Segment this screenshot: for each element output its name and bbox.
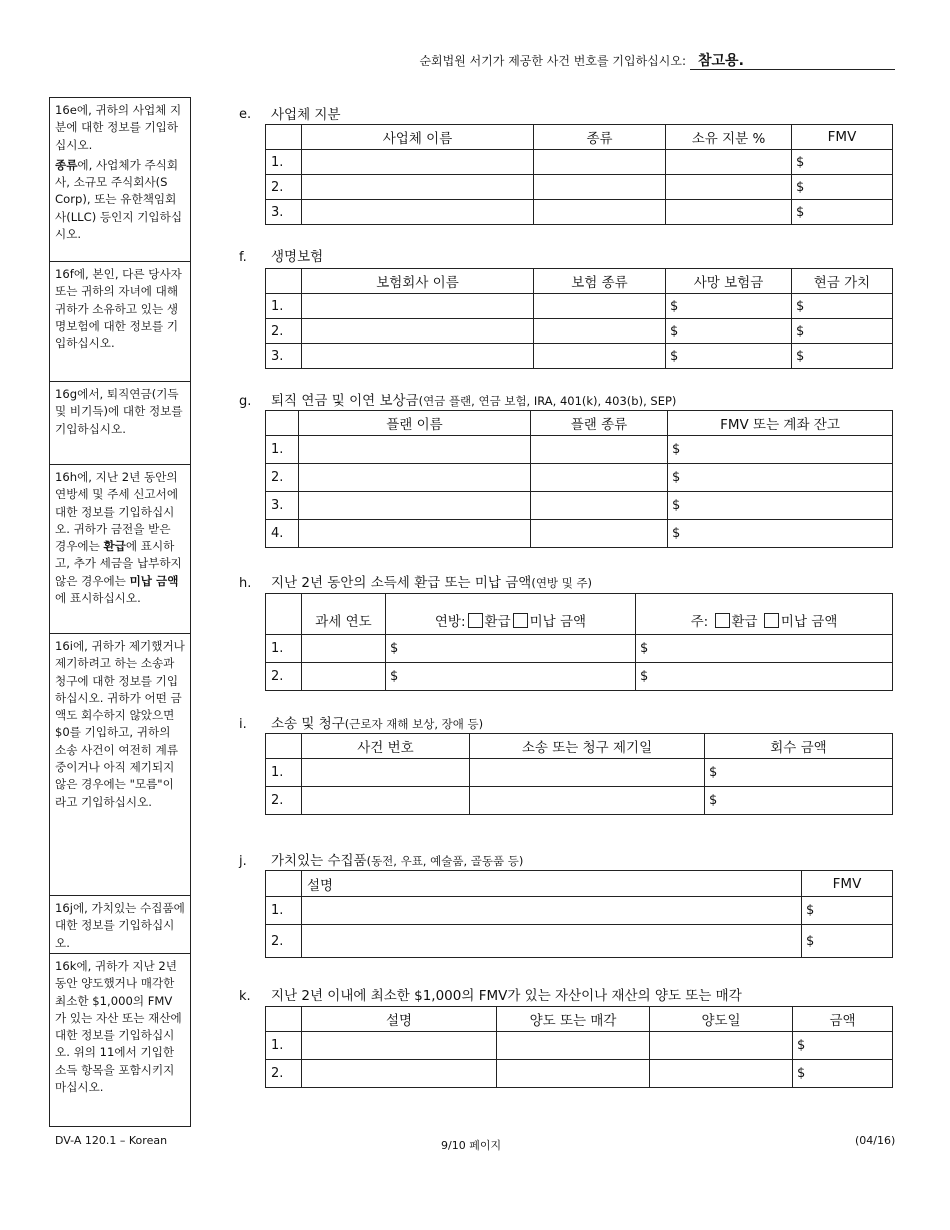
- col-header: 회수 금액: [705, 734, 893, 759]
- section-h-title: [271, 571, 592, 591]
- item-ref: 16h: [55, 470, 78, 484]
- section-subtitle: (동전, 우표, 예술품, 골동품 등): [366, 854, 524, 868]
- instruction-16f: [50, 262, 190, 382]
- table-row: [266, 436, 893, 464]
- federal-header: [386, 594, 636, 635]
- plan-type-input[interactable]: [531, 492, 668, 520]
- lawsuits-table: [265, 733, 893, 815]
- corner-cell: [266, 734, 302, 759]
- table-row: [266, 464, 893, 492]
- section-i-letter: i.: [239, 717, 247, 732]
- instruction-text: 에, 귀하의 사업체 지분에 대한 정보를 기입하십시오.: [55, 103, 182, 152]
- section-subtitle: (근로자 재해 보상, 장애 등): [344, 717, 484, 731]
- instruction-16k: [50, 954, 190, 1126]
- state-header: [636, 594, 893, 635]
- case-number-field[interactable]: 참고용.: [690, 53, 895, 70]
- plan-type-input[interactable]: [531, 520, 668, 548]
- section-f-letter: f.: [239, 250, 247, 265]
- retirement-table: [265, 410, 893, 548]
- section-g-title: [271, 389, 676, 409]
- balance-input[interactable]: $: [668, 464, 893, 492]
- tax-year-input[interactable]: [302, 635, 386, 663]
- insurer-name-input[interactable]: [302, 294, 534, 319]
- row-number: 2.: [266, 319, 302, 344]
- col-header: 양도일: [650, 1007, 793, 1032]
- section-title-text: 퇴직 연금 및 이연 보상금: [271, 393, 419, 409]
- col-header: 보험 종류: [534, 269, 666, 294]
- item-ref: 16f: [55, 267, 74, 281]
- fmv-input[interactable]: $: [792, 175, 893, 200]
- instruction-text: 에, 귀하가 지난 2년 동안 양도했거나 매각한 최소한 $1,000의 FMV 가 있는 자산 또는 재산에 대한 정보를 기입하십시오. 위의 11에서 기입한 소득 항목을 포함시키지 마십시오.: [55, 959, 182, 1095]
- state-amount-input[interactable]: $: [636, 663, 893, 691]
- transfers-table: [265, 1006, 893, 1088]
- section-j-letter: j.: [239, 854, 247, 869]
- case-number-line: [0, 52, 895, 70]
- corner-cell: [266, 594, 302, 635]
- table-row: [266, 1060, 893, 1088]
- row-number: 2.: [266, 787, 302, 815]
- col-header: 현금 가치: [792, 269, 893, 294]
- row-number: 2.: [266, 925, 302, 958]
- transfer-date-input[interactable]: [650, 1060, 793, 1088]
- col-header: 소송 또는 청구 제기일: [470, 734, 705, 759]
- refund-label: 환급: [484, 614, 511, 630]
- owed-label: 미납 금액: [780, 614, 838, 630]
- page-number: 9/10 페이지: [441, 1139, 502, 1152]
- section-title-text: 가치있는 수집품: [271, 853, 367, 869]
- table-row: [266, 344, 893, 369]
- balance-input[interactable]: $: [668, 520, 893, 548]
- table-row: [266, 175, 893, 200]
- row-number: 2.: [266, 1060, 302, 1088]
- description-input[interactable]: [302, 897, 802, 925]
- row-number: 1.: [266, 1032, 302, 1060]
- col-header: FMV: [802, 871, 893, 897]
- item-ref: 16i: [55, 639, 73, 653]
- transfer-or-sale-input[interactable]: [497, 1060, 650, 1088]
- table-row: [266, 150, 893, 175]
- table-row: [266, 897, 893, 925]
- fmv-input[interactable]: $: [802, 897, 893, 925]
- col-header: 과세 연도: [302, 594, 386, 635]
- state-owed-checkbox[interactable]: [764, 613, 779, 628]
- business-name-input[interactable]: [302, 175, 534, 200]
- section-h-letter: h.: [239, 576, 252, 591]
- federal-amount-input[interactable]: $: [386, 635, 636, 663]
- revision-date: (04/16): [855, 1134, 896, 1147]
- col-header: 사업체 이름: [302, 125, 534, 150]
- state-label: 주:: [690, 614, 709, 630]
- business-type-input[interactable]: [534, 150, 666, 175]
- business-type-input[interactable]: [534, 175, 666, 200]
- section-f-title: 생명보험: [271, 249, 324, 265]
- row-number: 1.: [266, 635, 302, 663]
- instruction-text: 에, 귀하가 제기했거나 제기하려고 하는 소송과 청구에 대한 정보를 기입하십시오. 귀하가 어떤 금액도 회수하지 않았으면 $0를 기입하고, 귀하의 소송 사건이 여전히 계류 중이거나 아직 제기되지 않은 경우에는 "모름"이라고 기입하십시오.: [55, 639, 185, 809]
- col-header: 플랜 종류: [531, 411, 668, 436]
- business-name-input[interactable]: [302, 200, 534, 225]
- plan-name-input[interactable]: [299, 436, 531, 464]
- instruction-text: 에, 지난 2년 동안의 연방세 및 주세 신고서에 대한 정보를 기입하십시오. 귀하가 금전을 받은 경우에는: [55, 470, 179, 554]
- table-row: [266, 319, 893, 344]
- state-refund-checkbox[interactable]: [715, 613, 730, 628]
- recovered-amount-input[interactable]: $: [705, 787, 893, 815]
- instruction-16h: [50, 465, 190, 634]
- description-input[interactable]: [302, 925, 802, 958]
- fmv-input[interactable]: $: [792, 150, 893, 175]
- table-row: [266, 294, 893, 319]
- item-ref: 16k: [55, 959, 77, 973]
- tax-year-input[interactable]: [302, 663, 386, 691]
- instruction-16e: [50, 98, 190, 262]
- business-interests-table: [265, 124, 893, 225]
- table-row: [266, 925, 893, 958]
- corner-cell: [266, 1007, 302, 1032]
- insurer-name-input[interactable]: [302, 344, 534, 369]
- col-header: 종류: [534, 125, 666, 150]
- section-subtitle: (연금 플랜, 연금 보험, IRA, 401(k), 403(b), SEP): [418, 394, 677, 408]
- cash-value-input[interactable]: $: [792, 294, 893, 319]
- policy-type-input[interactable]: [534, 344, 666, 369]
- section-k-title: 지난 2년 이내에 최소한 $1,000의 FMV가 있는 자산이나 재산의 양도 또는 매각: [271, 988, 742, 1004]
- recovered-amount-input[interactable]: $: [705, 759, 893, 787]
- instruction-bold: 미납 금액: [129, 573, 179, 588]
- death-benefit-input[interactable]: $: [666, 344, 792, 369]
- col-header: 설명: [302, 1007, 497, 1032]
- section-i-title: [271, 712, 483, 732]
- death-benefit-input[interactable]: $: [666, 319, 792, 344]
- section-k-letter: k.: [239, 989, 251, 1004]
- table-row: [266, 1032, 893, 1060]
- tax-refund-table: [265, 593, 893, 691]
- corner-cell: [266, 125, 302, 150]
- section-j-title: [271, 849, 523, 869]
- plan-name-input[interactable]: [299, 520, 531, 548]
- fmv-input[interactable]: $: [792, 200, 893, 225]
- col-header: FMV: [792, 125, 893, 150]
- federal-amount-input[interactable]: $: [386, 663, 636, 691]
- ownership-percent-input[interactable]: [666, 175, 792, 200]
- instruction-text: 에, 가치있는 수집품에 대한 정보를 기입하십시오.: [55, 901, 185, 950]
- instruction-16j: [50, 896, 190, 954]
- cash-value-input[interactable]: $: [792, 319, 893, 344]
- section-title-text: 지난 2년 동안의 소득세 환급 또는 미납 금액: [271, 575, 532, 591]
- plan-name-input[interactable]: [299, 464, 531, 492]
- corner-cell: [266, 269, 302, 294]
- owed-label: 미납 금액: [529, 614, 587, 630]
- section-e-title: 사업체 지분: [271, 107, 341, 123]
- table-row: [266, 759, 893, 787]
- death-benefit-input[interactable]: $: [666, 294, 792, 319]
- table-row: [266, 520, 893, 548]
- col-header: 사망 보험금: [666, 269, 792, 294]
- row-number: 1.: [266, 294, 302, 319]
- description-input[interactable]: [302, 1060, 497, 1088]
- row-number: 2.: [266, 175, 302, 200]
- table-row: [266, 663, 893, 691]
- case-number-input[interactable]: [302, 787, 470, 815]
- cash-value-input[interactable]: $: [792, 344, 893, 369]
- instruction-bold: 환급: [103, 539, 126, 554]
- corner-cell: [266, 871, 302, 897]
- col-header: FMV 또는 계좌 잔고: [668, 411, 893, 436]
- federal-owed-checkbox[interactable]: [513, 613, 528, 628]
- row-number: 3.: [266, 200, 302, 225]
- transfer-or-sale-input[interactable]: [497, 1032, 650, 1060]
- filing-date-input[interactable]: [470, 787, 705, 815]
- insurer-name-input[interactable]: [302, 319, 534, 344]
- row-number: 3.: [266, 344, 302, 369]
- col-header: 사건 번호: [302, 734, 470, 759]
- corner-cell: [266, 411, 299, 436]
- amount-input[interactable]: $: [793, 1060, 893, 1088]
- description-input[interactable]: [302, 1032, 497, 1060]
- section-subtitle: (연방 및 주): [531, 576, 593, 590]
- table-row: [266, 635, 893, 663]
- instruction-text: 에, 본인, 다른 당사자 또는 귀하의 자녀에 대해 귀하가 소유하고 있는 생명보험에 대한 정보를 기입하십시오.: [55, 267, 182, 351]
- row-number: 4.: [266, 520, 299, 548]
- policy-type-input[interactable]: [534, 294, 666, 319]
- filing-date-input[interactable]: [470, 759, 705, 787]
- row-number: 1.: [266, 759, 302, 787]
- case-number-input[interactable]: [302, 759, 470, 787]
- instructions-sidebar: [49, 97, 191, 1127]
- amount-input[interactable]: $: [793, 1032, 893, 1060]
- row-number: 1.: [266, 897, 302, 925]
- ownership-percent-input[interactable]: [666, 150, 792, 175]
- col-header: 소유 지분 %: [666, 125, 792, 150]
- case-number-prompt: 순회법원 서기가 제공한 사건 번호를 기입하십시오:: [419, 54, 686, 68]
- instruction-16g: [50, 382, 190, 465]
- section-e-letter: e.: [239, 107, 252, 122]
- row-number: 2.: [266, 663, 302, 691]
- table-row: [266, 200, 893, 225]
- row-number: 3.: [266, 492, 299, 520]
- col-header: 양도 또는 매각: [497, 1007, 650, 1032]
- business-type-input[interactable]: [534, 200, 666, 225]
- federal-label: 연방:: [434, 614, 466, 630]
- col-header: 보험회사 이름: [302, 269, 534, 294]
- section-title-text: 소송 및 청구: [271, 716, 345, 732]
- fmv-input[interactable]: $: [802, 925, 893, 958]
- section-g-letter: g.: [239, 394, 252, 409]
- item-ref: 16g: [55, 387, 78, 401]
- item-ref: 16e: [55, 103, 77, 117]
- col-header: 플랜 이름: [299, 411, 531, 436]
- instruction-bold: 종류: [55, 157, 78, 172]
- federal-refund-checkbox[interactable]: [468, 613, 483, 628]
- refund-label: 환급: [731, 614, 758, 630]
- row-number: 2.: [266, 464, 299, 492]
- balance-input[interactable]: $: [668, 436, 893, 464]
- instruction-16i: [50, 634, 190, 896]
- collectibles-table: [265, 870, 893, 958]
- balance-input[interactable]: $: [668, 492, 893, 520]
- state-amount-input[interactable]: $: [636, 635, 893, 663]
- plan-name-input[interactable]: [299, 492, 531, 520]
- col-header: 설명: [302, 871, 802, 897]
- ownership-percent-input[interactable]: [666, 200, 792, 225]
- life-insurance-table: [265, 268, 893, 369]
- table-row: [266, 787, 893, 815]
- row-number: 1.: [266, 436, 299, 464]
- transfer-date-input[interactable]: [650, 1032, 793, 1060]
- instruction-text: 에 표시하십시오.: [55, 591, 141, 606]
- instruction-text: 에, 사업체가 주식회사, 소규모 주식회사(S Corp), 또는 유한책임회사(LLC) 등인지 기입하십시오.: [55, 157, 183, 242]
- plan-type-input[interactable]: [531, 464, 668, 492]
- table-row: [266, 492, 893, 520]
- form-id: DV-A 120.1 – Korean: [55, 1134, 168, 1147]
- col-header: 금액: [793, 1007, 893, 1032]
- policy-type-input[interactable]: [534, 319, 666, 344]
- business-name-input[interactable]: [302, 150, 534, 175]
- row-number: 1.: [266, 150, 302, 175]
- instruction-text: 에서, 퇴직연금(기득 및 비기득)에 대한 정보를 기입하십시오.: [55, 387, 183, 436]
- plan-type-input[interactable]: [531, 436, 668, 464]
- instruction-text: 에 표시하고, 추가 세금을 납부하지 않은 경우에는: [55, 539, 182, 588]
- item-ref: 16j: [55, 901, 73, 915]
